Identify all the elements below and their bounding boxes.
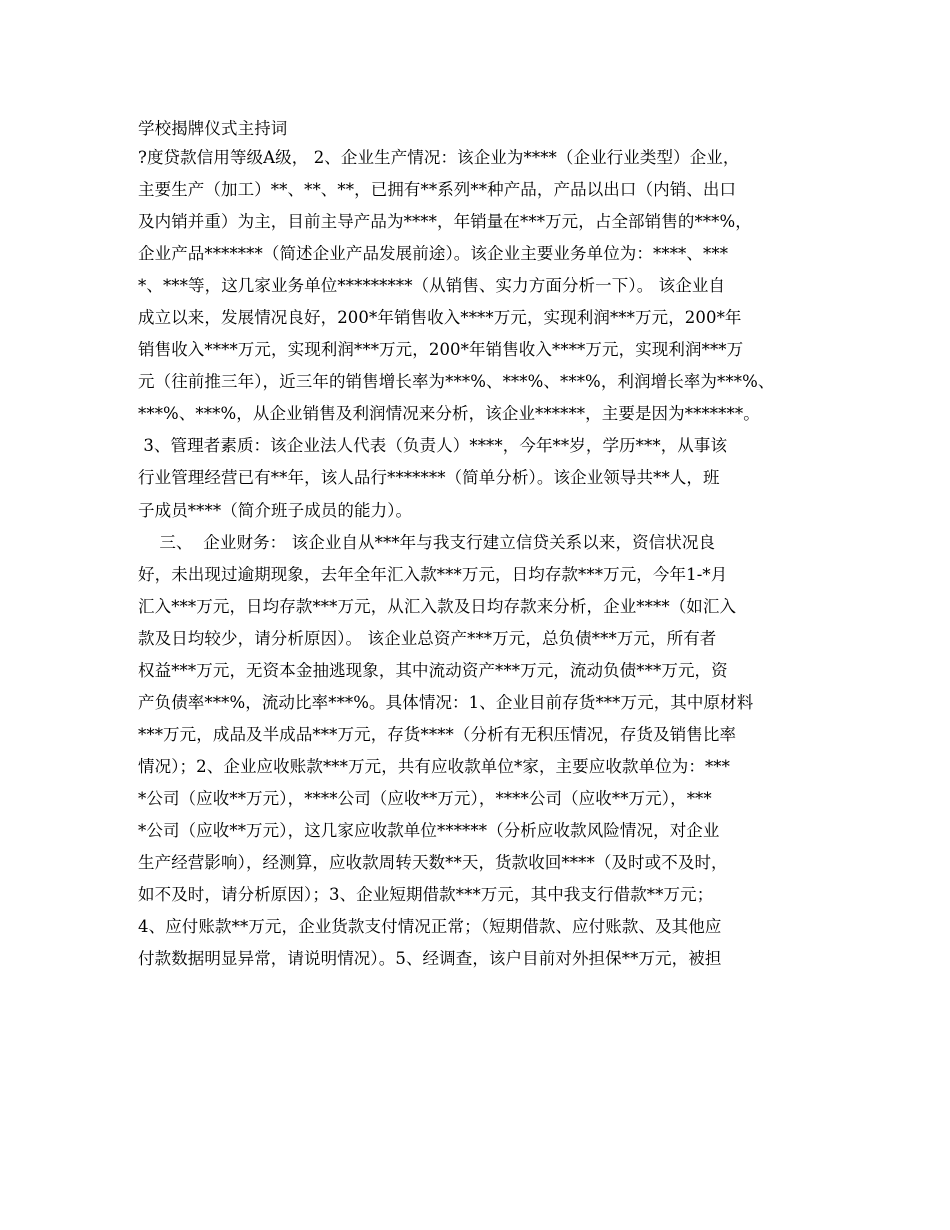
text-line: 好，未出现过逾期现象，去年全年汇入款***万元，日均存款***万元，今年1-*月 (138, 564, 728, 584)
text-line: 企业产品*******（简述企业产品发展前途）。该企业主要业务单位为：****、*** (138, 244, 729, 264)
document-title: 学校揭牌仪式主持词 (138, 119, 288, 138)
text-line: 权益***万元，无资本金抽逃现象，其中流动资产***万元，流动负债***万元，资 (138, 660, 728, 680)
text-line: 行业管理经营已有**年，该人品行*******（简单分析）。该企业领导共**人，班 (138, 468, 720, 488)
text-line: *公司（应收**万元），****公司（应收**万元），****公司（应收**万元），*** (138, 788, 712, 808)
text-line: ?度贷款信用等级A级， 2、企业生产情况：该企业为****（企业行业类型）企业， (138, 148, 740, 167)
document-body (138, 116, 822, 975)
text-line: 款及日均较少，请分析原因）。 该企业总资产***万元，总负债***万元，所有者 (138, 628, 717, 648)
text-line: 元（往前推三年），近三年的销售增长率为***%、***%、***%，利润增长率为***%、 (138, 372, 775, 392)
text-line: 4、应付账款**万元，企业货款支付情况正常；（短期借款、应付账款、及其他应 (138, 917, 722, 937)
text-line: *公司（应收**万元），这几家应收款单位******（分析应收款风险情况，对企业 (138, 820, 720, 840)
text-line: 付款数据明显异常，请说明情况）。5、经调查，该户目前对外担保**万元，被担 (138, 949, 722, 969)
text-line: 子成员****（简介班子成员的能力）。 (138, 500, 413, 520)
text-line: 产负债率***%，流动比率***%。具体情况：1、企业目前存货***万元，其中原材料 (138, 692, 754, 712)
text-line: 3、管理者素质：该企业法人代表（负责人）****，今年**岁，学历***，从事该 (138, 436, 728, 456)
text-line: 及内销并重）为主，目前主导产品为****，年销量在***万元，占全部销售的***%， (138, 212, 752, 232)
text-line: 销售收入****万元，实现利润***万元，200*年销售收入****万元，实现利润***万 (138, 340, 744, 360)
text-line: 成立以来，发展情况良好，200*年销售收入****万元，实现利润***万元，200*年 (138, 308, 742, 328)
text-line: 如不及时，请分析原因）；3、企业短期借款***万元，其中我支行借款**万元； (138, 885, 714, 905)
text-line: 汇入***万元，日均存款***万元，从汇入款及日均存款来分析，企业****（如汇入 (138, 596, 737, 616)
body-text (138, 142, 822, 975)
text-line: ***%、***%，从企业销售及利润情况来分析，该企业******，主要是因为*******。 (138, 404, 760, 424)
text-line: *、***等，这几家业务单位*********（从销售、实力方面分析一下）。 该企业自 (138, 276, 726, 296)
text-line: ***万元，成品及半成品***万元，存货****（分析有无积压情况，存货及销售比率 (138, 724, 737, 744)
text-line: 情况）；2、企业应收账款***万元，共有应收款单位*家，主要应收款单位为：*** (138, 756, 730, 776)
text-line: 生产经营影响），经测算，应收款周转天数**天，货款收回****（及时或不及时， (138, 853, 728, 873)
text-line: 主要生产（加工）**、**、**，已拥有**系列**种产品，产品以出口（内销、出口 (138, 180, 737, 200)
text-line: 三、 企业财务： 该企业自从***年与我支行建立信贷关系以来，资信状况良 (138, 532, 716, 552)
